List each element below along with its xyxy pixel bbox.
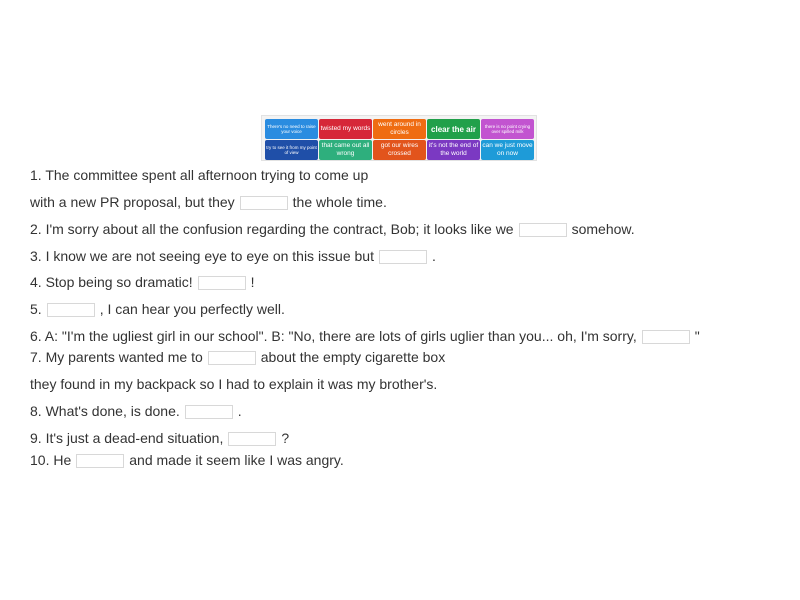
word-tile[interactable]: try to see it from my point of view bbox=[265, 140, 318, 160]
question-1-line-2: with a new PR proposal, but they the whole time. bbox=[30, 194, 387, 210]
answer-blank[interactable] bbox=[228, 432, 276, 446]
question-7-line-1: 7. My parents wanted me to about the empty cigarette box bbox=[30, 349, 446, 365]
answer-blank[interactable] bbox=[76, 454, 124, 468]
question-6: 6. A: "I'm the ugliest girl in our school". B: "No, there are lots of girls uglier than you... oh, I'm sorry, " bbox=[30, 328, 700, 344]
word-tile[interactable]: can we just move on now bbox=[481, 140, 534, 160]
question-7-line-2: they found in my backpack so I had to explain it was my brother's. bbox=[30, 376, 438, 392]
answer-blank[interactable] bbox=[240, 196, 288, 210]
answer-blank[interactable] bbox=[208, 351, 256, 365]
answer-blank[interactable] bbox=[198, 276, 246, 290]
question-1-line-1: 1. The committee spent all afternoon trying to come up bbox=[30, 167, 369, 183]
word-tile[interactable]: went around in circles bbox=[373, 119, 426, 139]
word-bank bbox=[261, 115, 537, 161]
question-10: 10. He and made it seem like I was angry. bbox=[30, 452, 344, 468]
answer-blank[interactable] bbox=[47, 303, 95, 317]
answer-blank[interactable] bbox=[519, 223, 567, 237]
word-tile[interactable]: twisted my words bbox=[319, 119, 372, 139]
question-4: 4. Stop being so dramatic! ! bbox=[30, 274, 255, 290]
word-tile[interactable]: There's no need to raise your voice bbox=[265, 119, 318, 139]
question-5: 5. , I can hear you perfectly well. bbox=[30, 301, 285, 317]
word-tile[interactable]: got our wires crossed bbox=[373, 140, 426, 160]
word-tile[interactable]: it's not the end of the world bbox=[427, 140, 480, 160]
answer-blank[interactable] bbox=[379, 250, 427, 264]
question-3: 3. I know we are not seeing eye to eye on this issue but . bbox=[30, 248, 436, 264]
answer-blank[interactable] bbox=[185, 405, 233, 419]
word-tile[interactable]: there is no point crying over spilled milk bbox=[481, 119, 534, 139]
question-2: 2. I'm sorry about all the confusion regarding the contract, Bob; it looks like we somehow. bbox=[30, 221, 635, 237]
answer-blank[interactable] bbox=[642, 330, 690, 344]
question-8: 8. What's done, is done. . bbox=[30, 403, 242, 419]
question-9: 9. It's just a dead-end situation, ? bbox=[30, 430, 290, 446]
word-tile[interactable]: that came out all wrong bbox=[319, 140, 372, 160]
word-tile[interactable]: clear the air bbox=[427, 119, 480, 139]
